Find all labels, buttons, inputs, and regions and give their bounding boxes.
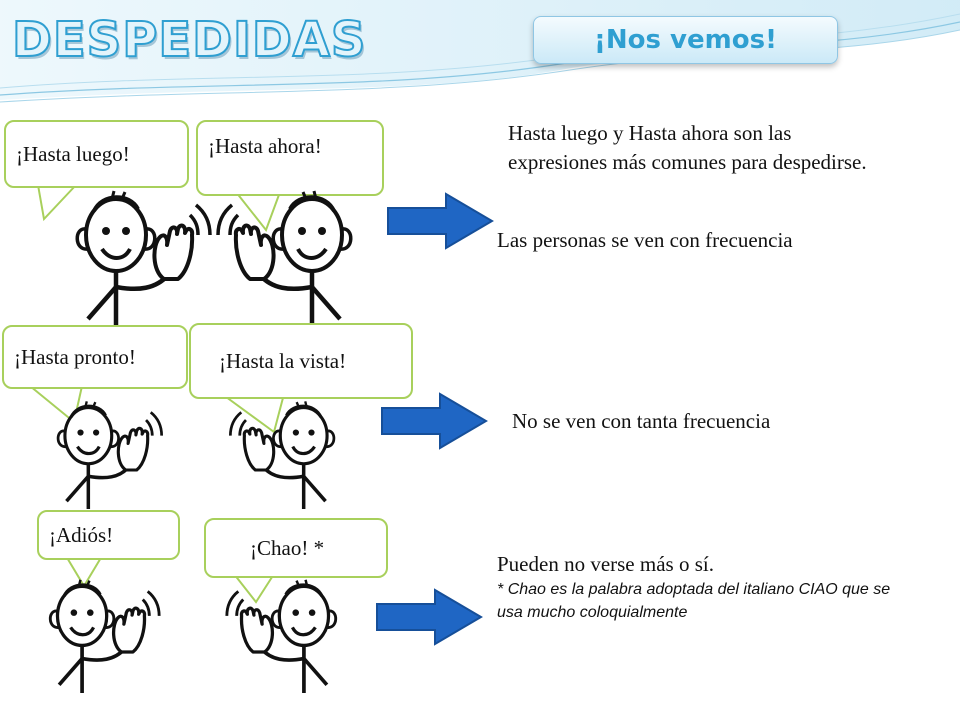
waving-stick-figure-icon [208,175,358,325]
explanation-row3: Pueden no verse más o sí. [497,552,714,576]
waving-stick-figure-icon [48,398,198,513]
bubble-hasta-luego: ¡Hasta luego! [4,120,189,188]
waving-stick-figure-icon [38,574,188,699]
bubble-hasta-la-vista: ¡Hasta la vista! [189,323,413,399]
note-text: Chao es la palabra adoptada del italiano CIAO que se usa mucho coloquialmente [497,581,891,622]
waving-stick-figure-icon [214,398,364,513]
page-title: DESPEDIDAS [12,12,367,68]
explanation-row1-frequency: Las personas se ven con frecuencia [497,228,793,252]
explanation-row3-note [497,578,917,624]
bubble-chao: ¡Chao! * [204,518,388,578]
right-arrow-icon [386,192,496,250]
waving-stick-figure-icon [62,175,212,325]
right-arrow-icon [375,588,485,646]
explanation-row1: Hasta luego y Hasta ahora son las expresiones más comunes para despedirse. [508,121,867,175]
bubble-hasta-pronto: ¡Hasta pronto! [2,325,188,389]
explanation-row2: No se ven con tanta frecuencia [512,409,771,433]
waving-stick-figure-icon [212,574,362,699]
bubble-adios: ¡Adiós! [37,510,180,560]
bubble-hasta-ahora: ¡Hasta ahora! [196,120,384,196]
note-asterisk: * [497,581,504,598]
right-arrow-icon [380,392,490,450]
subtitle-banner: ¡Nos vemos! [533,16,838,64]
